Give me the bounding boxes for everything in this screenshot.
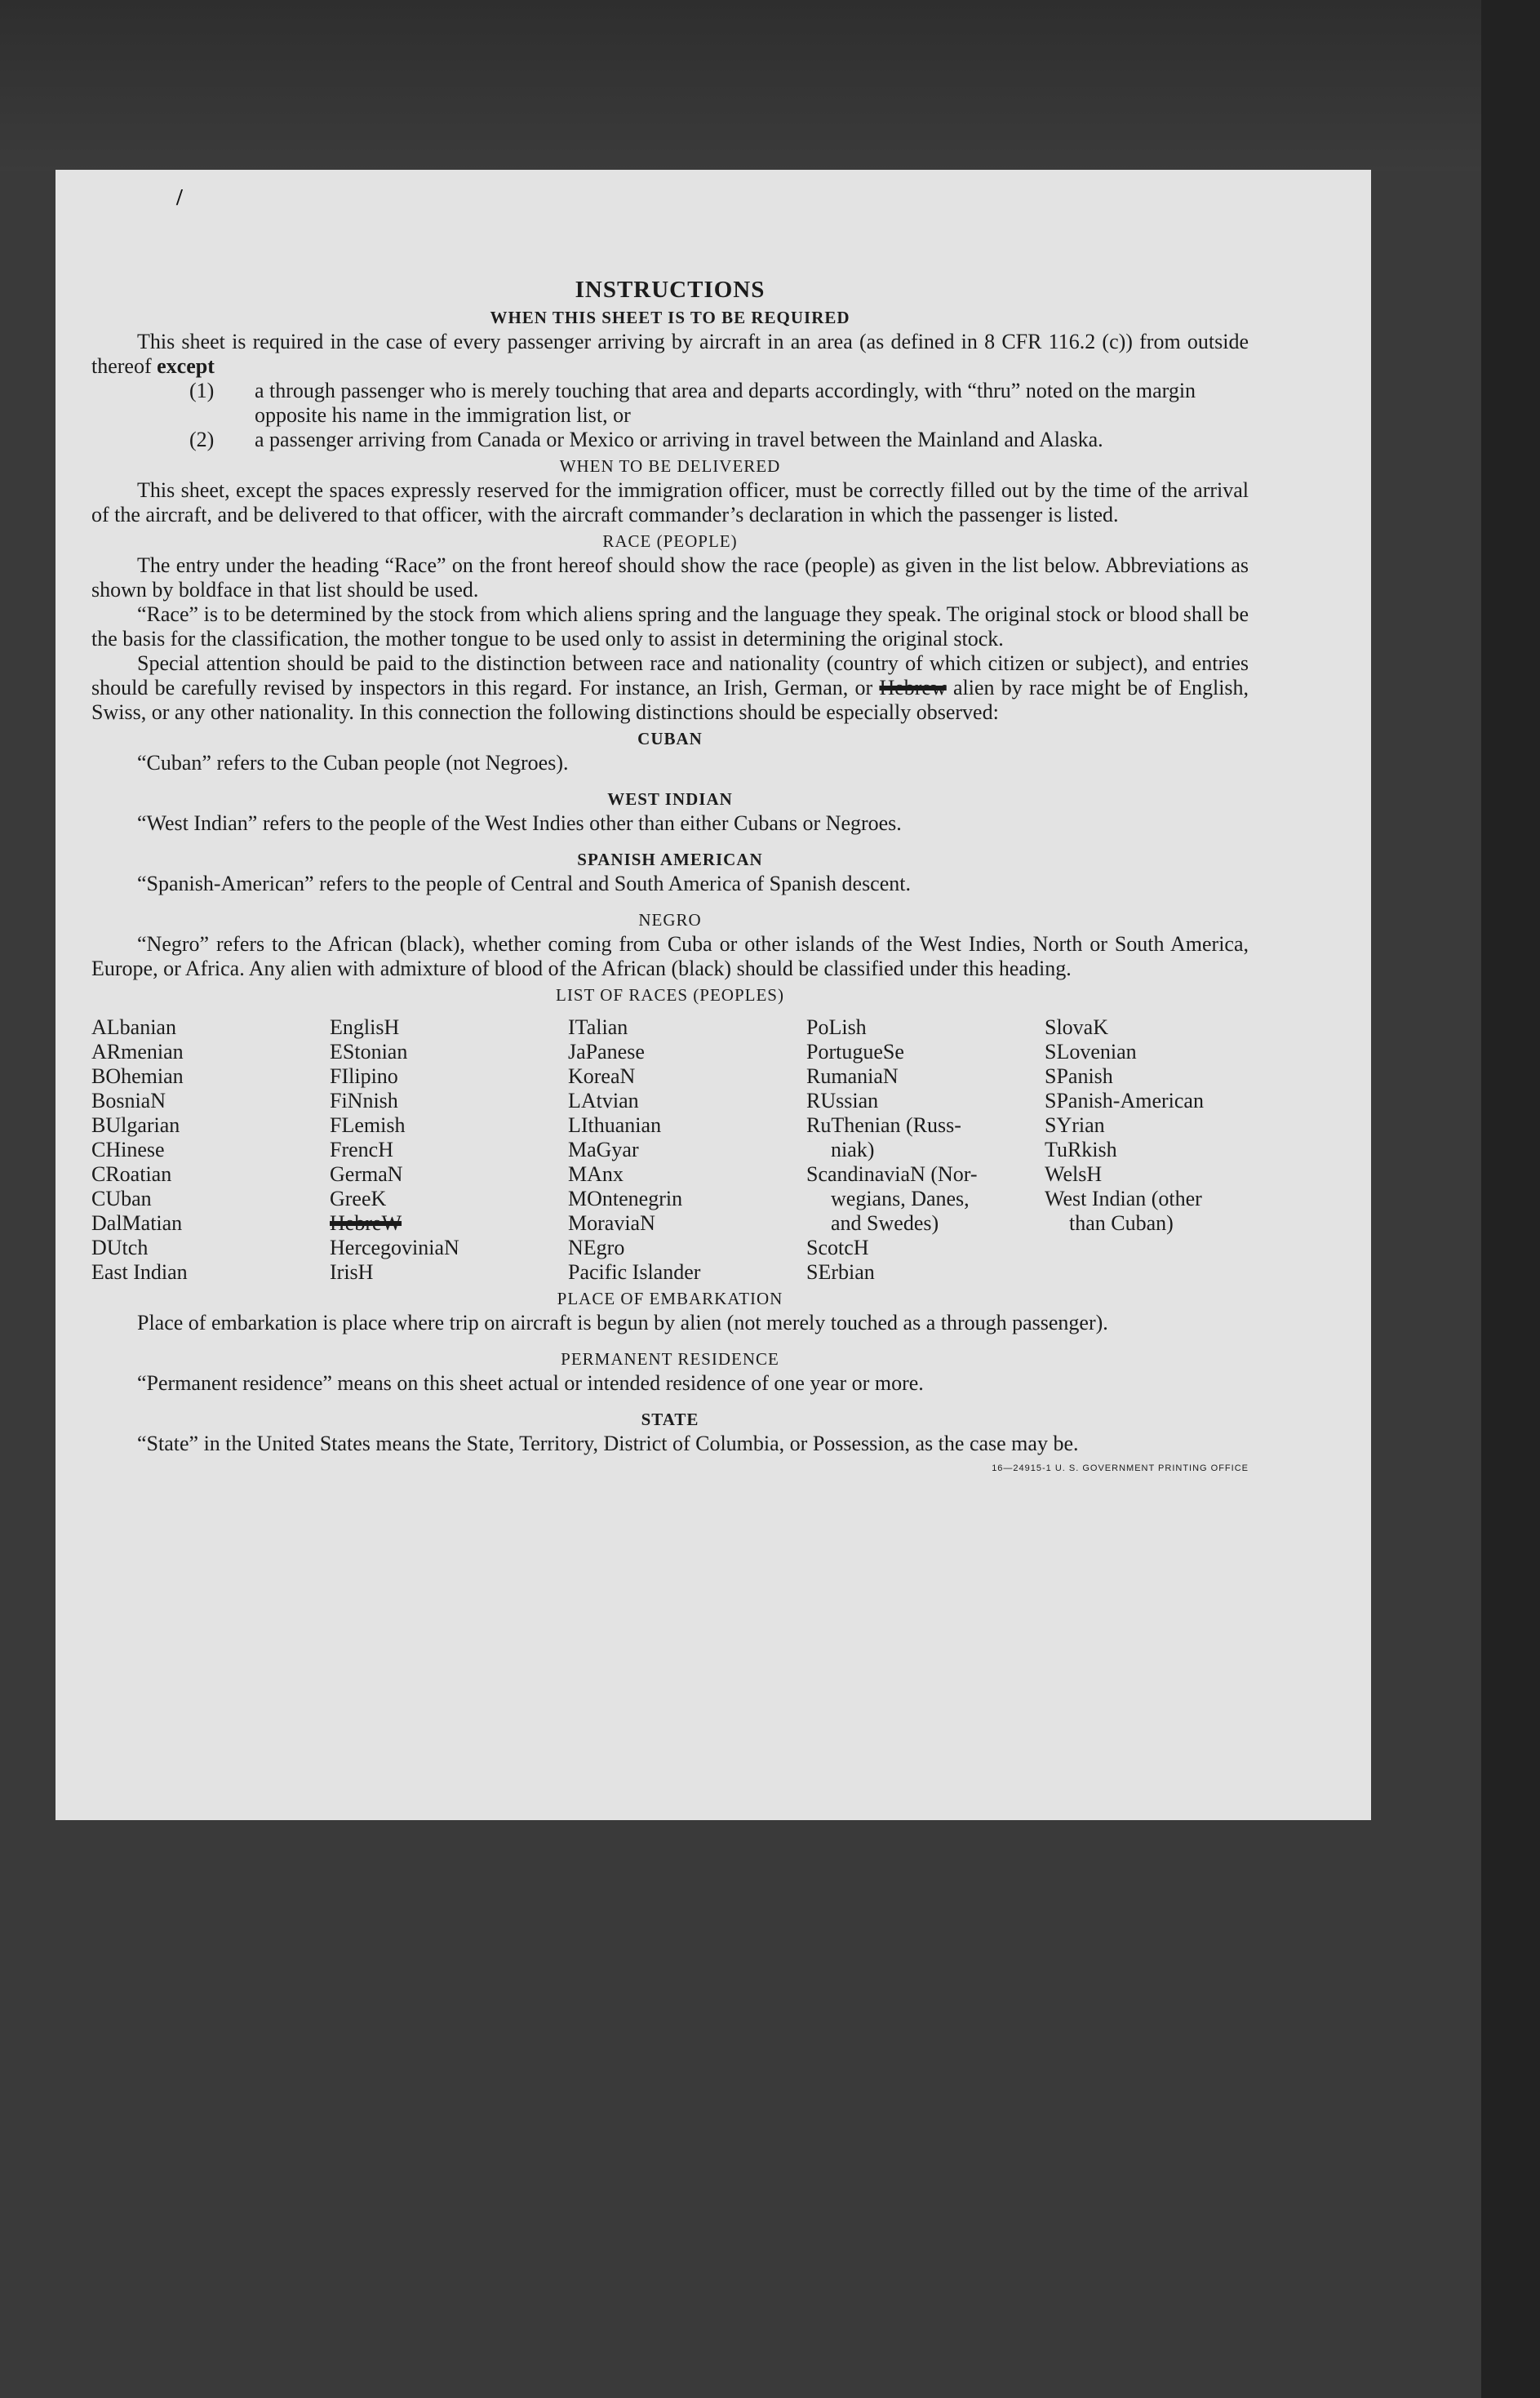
heading-state: STATE — [641, 1410, 699, 1429]
list-item: ScotcH — [806, 1236, 869, 1259]
list-item: HercegoviniaN — [330, 1236, 459, 1259]
races-column-5 — [1045, 1015, 1257, 1285]
races-column-4 — [806, 1015, 1045, 1285]
list-item: PoLish — [806, 1015, 867, 1039]
list-item: MOntenegrin — [568, 1187, 683, 1210]
list-item: LIthuanian — [568, 1113, 662, 1137]
races-column-3 — [568, 1015, 806, 1285]
list-item: BOhemian — [91, 1064, 184, 1088]
list-item: ALbanian — [91, 1015, 176, 1039]
races-column-1 — [91, 1015, 330, 1285]
list-item-continued: niak) — [831, 1138, 875, 1161]
list-item: SErbian — [806, 1260, 875, 1284]
list-item-struck: HebreW — [330, 1211, 402, 1235]
residence-text: “Permanent residence” means on this sheet actual or intended residence of one year or more. — [137, 1371, 924, 1395]
heading-embarkation: PLACE OF EMBARKATION — [557, 1289, 783, 1308]
list-item: SLovenian — [1045, 1040, 1137, 1064]
required-intro: This sheet is required in the case of every passenger arriving by aircraft in an area (as defined in 8 CFR 116.2 (c)) from outside thereof except — [91, 330, 1249, 378]
list-item: RuThenian (Russ- — [806, 1113, 961, 1137]
cuban-text: “Cuban” refers to the Cuban people (not Negroes). — [137, 751, 569, 775]
footer — [91, 1456, 1249, 1481]
spanish-american-text: “Spanish-American” refers to the people of Central and South America of Spanish descent. — [137, 872, 911, 895]
list-item: CRoatian — [91, 1162, 172, 1186]
list-item: FLemish — [330, 1113, 406, 1137]
list-item: NEgro — [568, 1236, 625, 1259]
heading-list-of-races: LIST OF RACES (PEOPLES) — [556, 985, 784, 1005]
required-item-2: (2) a passenger arriving from Canada or Mexico or arriving in travel between the Mainland and Alaska. — [189, 428, 1103, 451]
list-item: SlovaK — [1045, 1015, 1108, 1039]
list-item: TuRkish — [1045, 1138, 1117, 1161]
heading-west-indian: WEST INDIAN — [607, 789, 733, 809]
list-item: LAtvian — [568, 1089, 639, 1112]
list-item: CHinese — [91, 1138, 165, 1161]
list-item: FiNnish — [330, 1089, 398, 1112]
heading-spanish-american: SPANISH AMERICAN — [577, 850, 763, 869]
race-paragraph-1: The entry under the heading “Race” on the front hereof should show the race (people) as given in the list below. Abbreviations as shown by boldface in that list should be used. — [91, 553, 1249, 602]
list-item: MoraviaN — [568, 1211, 655, 1235]
races-list — [91, 1015, 1249, 1285]
list-item: CUban — [91, 1187, 152, 1210]
list-item: MAnx — [568, 1162, 624, 1186]
list-item-continued: than Cuban) — [1069, 1211, 1174, 1235]
list-item: GermaN — [330, 1162, 403, 1186]
heading-race: RACE (PEOPLE) — [602, 531, 738, 551]
heading-permanent-residence: PERMANENT RESIDENCE — [561, 1349, 779, 1369]
list-item: SPanish-American — [1045, 1089, 1204, 1112]
print-code: 16—24915-1 U. S. GOVERNMENT PRINTING OFFICE — [992, 1463, 1249, 1473]
state-text: “State” in the United States means the State, Territory, District of Columbia, or Possession, as the case may be. — [137, 1432, 1079, 1455]
race-paragraph-3: Special attention should be paid to the distinction between race and nationality (country of which citizen or subject), and entries should be carefully revised by inspectors in this regard. For instance, an Irish, German, or Hebrew alien by race might be of English, Swiss, or any other nationality. In this connection the following distinctions should be especially observed: — [91, 651, 1249, 724]
west-indian-text: “West Indian” refers to the people of the West Indies other than either Cubans or Negroes. — [137, 811, 902, 835]
list-item: BUlgarian — [91, 1113, 180, 1137]
heading-negro: NEGRO — [638, 910, 702, 930]
list-item: FrencH — [330, 1138, 393, 1161]
list-item: WelsH — [1045, 1162, 1103, 1186]
list-item: IrisH — [330, 1260, 374, 1284]
delivered-text: This sheet, except the spaces expressly reserved for the immigration officer, must be correctly filled out by the time of the arrival of the aircraft, and be delivered to that officer, with the aircraft commander’s declaration in which the passenger is listed. — [91, 478, 1249, 526]
list-item: FIlipino — [330, 1064, 398, 1088]
heading-delivered: WHEN TO BE DELIVERED — [559, 456, 781, 476]
list-item-continued: wegians, Danes, — [831, 1187, 970, 1210]
list-item: DalMatian — [91, 1211, 183, 1235]
list-item: SPanish — [1045, 1064, 1113, 1088]
heading-cuban: CUBAN — [637, 729, 703, 748]
required-item-1: (1) a through passenger who is merely touching that area and departs accordingly, with “thru” noted on the margin opposite his name in the immigration list, or — [189, 379, 1196, 427]
list-item: West Indian (other — [1045, 1187, 1202, 1210]
scan-background-right — [1481, 0, 1540, 2398]
list-item: GreeK — [330, 1187, 387, 1210]
list-item: EStonian — [330, 1040, 408, 1064]
negro-text: “Negro” refers to the African (black), whether coming from Cuba or other islands of the West Indies, North or South America, Europe, or Africa. Any alien with admixture of blood of the African (black) should be classified under this heading. — [91, 932, 1249, 980]
list-item: Pacific Islander — [568, 1260, 701, 1284]
list-item: RumaniaN — [806, 1064, 899, 1088]
list-item: BosniaN — [91, 1089, 166, 1112]
struck-word: Hebrew — [879, 676, 947, 699]
list-item: SYrian — [1045, 1113, 1105, 1137]
instruction-sheet — [55, 170, 1371, 1820]
heading-required: WHEN THIS SHEET IS TO BE REQUIRED — [490, 308, 850, 327]
scan-background-top — [0, 0, 1540, 171]
list-item: MaGyar — [568, 1138, 639, 1161]
list-item: ScandinaviaN (Nor- — [806, 1162, 978, 1186]
race-paragraph-2: “Race” is to be determined by the stock from which aliens spring and the language they speak. The original stock or blood shall be the basis for the classification, the mother tongue to be used only to assist in determining the original stock. — [91, 602, 1249, 651]
page-title: INSTRUCTIONS — [575, 277, 766, 303]
list-item-continued: and Swedes) — [831, 1211, 939, 1235]
margin-mark: / — [176, 185, 183, 211]
list-item: ARmenian — [91, 1040, 184, 1064]
list-item: PortugueSe — [806, 1040, 904, 1064]
list-item: East Indian — [91, 1260, 188, 1284]
list-item: ITalian — [568, 1015, 628, 1039]
list-item: JaPanese — [568, 1040, 645, 1064]
embarkation-text: Place of embarkation is place where trip on aircraft is begun by alien (not merely touched as a through passenger). — [137, 1311, 1108, 1334]
list-item: EnglisH — [330, 1015, 400, 1039]
list-item: RUssian — [806, 1089, 879, 1112]
list-item: DUtch — [91, 1236, 149, 1259]
races-column-2 — [330, 1015, 568, 1285]
list-item: KoreaN — [568, 1064, 636, 1088]
